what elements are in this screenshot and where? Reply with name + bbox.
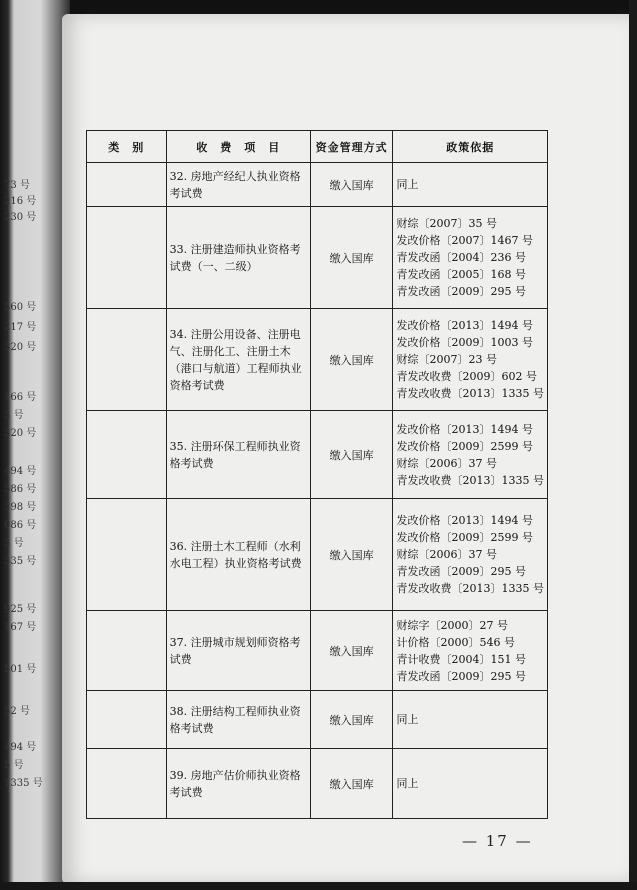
bleed-text: 230 号 (4, 212, 37, 223)
bleed-text: 166 号 (4, 392, 37, 403)
basis-line: 同上 (396, 178, 419, 191)
category-cell (87, 207, 167, 309)
management-cell: 缴入国库 (310, 163, 393, 207)
bleed-text: 216 号 (4, 196, 37, 207)
header-category: 类 别 (87, 131, 167, 163)
basis-cell (393, 499, 548, 611)
bleed-text: 086 号 (4, 520, 37, 531)
basis-line: 发改价格〔2009〕2599 号 (396, 531, 533, 544)
table-row (87, 499, 548, 611)
basis-line: 财综〔2007〕23 号 (396, 353, 497, 366)
basis-line: 计价格〔2000〕546 号 (396, 635, 515, 649)
bleed-text: 925 号 (4, 604, 37, 615)
basis-line: 青发改收费〔2009〕602 号 (396, 370, 537, 383)
table-row (87, 611, 548, 691)
basis-line: 同上 (396, 777, 419, 790)
management-cell: 缴入国库 (310, 309, 393, 411)
basis-cell (393, 207, 548, 309)
table-header-row (87, 131, 548, 163)
basis-line: 财综〔2006〕37 号 (396, 456, 497, 470)
item-cell: 32. 房地产经纪人执业资格考试费 (166, 163, 310, 207)
basis-line: 青发改收费〔2013〕1335 号 (396, 473, 544, 487)
bleed-text: 167 号 (4, 622, 37, 633)
basis-line: 财综〔2007〕35 号 (396, 217, 497, 230)
basis-line: 青发改函〔2009〕295 号 (396, 565, 526, 578)
table-row (87, 163, 548, 207)
bleed-text: 560 号 (4, 302, 37, 313)
item-cell: 33. 注册建造师执业资格考试费（一、二级） (166, 207, 310, 309)
item-cell: 35. 注册环保工程师执业资格考试费 (166, 411, 310, 499)
basis-cell (393, 411, 548, 499)
bleed-text: 398 号 (4, 502, 37, 513)
basis-line: 青发改函〔2009〕295 号 (396, 285, 526, 298)
bleed-text: 217 号 (4, 322, 37, 333)
category-cell (87, 309, 167, 411)
basis-cell (393, 749, 548, 819)
management-cell: 缴入国库 (310, 411, 393, 499)
basis-line: 发改价格〔2009〕1003 号 (396, 336, 533, 349)
basis-line: 青发改函〔2004〕236 号 (396, 251, 526, 264)
bleed-text: 73 号 (4, 180, 30, 191)
page-number: — 17 — (462, 832, 533, 850)
item-cell: 36. 注册土木工程师（水利水电工程）执业资格考试费 (166, 499, 310, 611)
bleed-text: 52 号 (4, 706, 30, 717)
bleed-text: 5 号 (4, 760, 24, 771)
bleed-text: 320 号 (4, 428, 37, 439)
scan-bottom-edge (0, 882, 637, 890)
basis-line: 发改价格〔2013〕1494 号 (396, 422, 533, 436)
bleed-text: 320 号 (4, 342, 37, 353)
table-row (87, 207, 548, 309)
item-cell: 34. 注册公用设备、注册电气、注册化工、注册土木（港口与航道）工程师执业资格考试费 (166, 309, 310, 411)
fee-table (86, 130, 548, 819)
category-cell (87, 499, 167, 611)
management-cell: 缴入国库 (310, 749, 393, 819)
management-cell: 缴入国库 (310, 611, 393, 691)
header-item: 收 费 项 目 (166, 131, 310, 163)
category-cell (87, 163, 167, 207)
item-cell: 38. 注册结构工程师执业资格考试费 (166, 691, 310, 749)
header-basis: 政策依据 (393, 131, 548, 163)
scan-gutter (0, 0, 70, 890)
item-cell: 37. 注册城市规划师资格考试费 (166, 611, 310, 691)
basis-line: 发改价格〔2013〕1494 号 (396, 319, 533, 332)
bleed-text: 494 号 (4, 742, 37, 753)
basis-line: 发改价格〔2013〕1494 号 (396, 514, 533, 527)
bleed-text: 1335 号 (4, 778, 43, 789)
basis-line: 发改价格〔2009〕2599 号 (396, 439, 533, 453)
basis-line: 青发改函〔2005〕168 号 (396, 268, 526, 281)
basis-line: 同上 (396, 713, 419, 726)
management-cell: 缴入国库 (310, 691, 393, 749)
category-cell (87, 691, 167, 749)
basis-line: 发改价格〔2007〕1467 号 (396, 234, 533, 247)
bleed-text: 335 号 (4, 556, 37, 567)
table-row (87, 691, 548, 749)
table-row (87, 411, 548, 499)
basis-cell (393, 309, 548, 411)
basis-line: 青发改收费〔2013〕1335 号 (396, 387, 544, 400)
bleed-text: 494 号 (4, 466, 37, 477)
table-row (87, 749, 548, 819)
item-cell: 39. 房地产估价师执业资格考试费 (166, 749, 310, 819)
management-cell: 缴入国库 (310, 207, 393, 309)
bleed-text: 586 号 (4, 484, 37, 495)
category-cell (87, 411, 167, 499)
management-cell: 缴入国库 (310, 499, 393, 611)
basis-line: 青发改收费〔2013〕1335 号 (396, 582, 544, 595)
header-management: 资金管理方式 (310, 131, 393, 163)
category-cell (87, 611, 167, 691)
basis-cell (393, 691, 548, 749)
bleed-text: 3 号 (4, 410, 24, 421)
category-cell (87, 749, 167, 819)
table-row (87, 309, 548, 411)
basis-line: 青计收费〔2004〕151 号 (396, 652, 526, 666)
bleed-text: 501 号 (4, 664, 37, 675)
basis-cell (393, 163, 548, 207)
basis-line: 财综〔2006〕37 号 (396, 548, 497, 561)
basis-line: 财综字〔2000〕27 号 (396, 618, 508, 632)
basis-cell (393, 611, 548, 691)
bleed-text: 3 号 (4, 538, 24, 549)
scan-right-edge (629, 0, 637, 890)
basis-line: 青发改函〔2009〕295 号 (396, 669, 526, 683)
